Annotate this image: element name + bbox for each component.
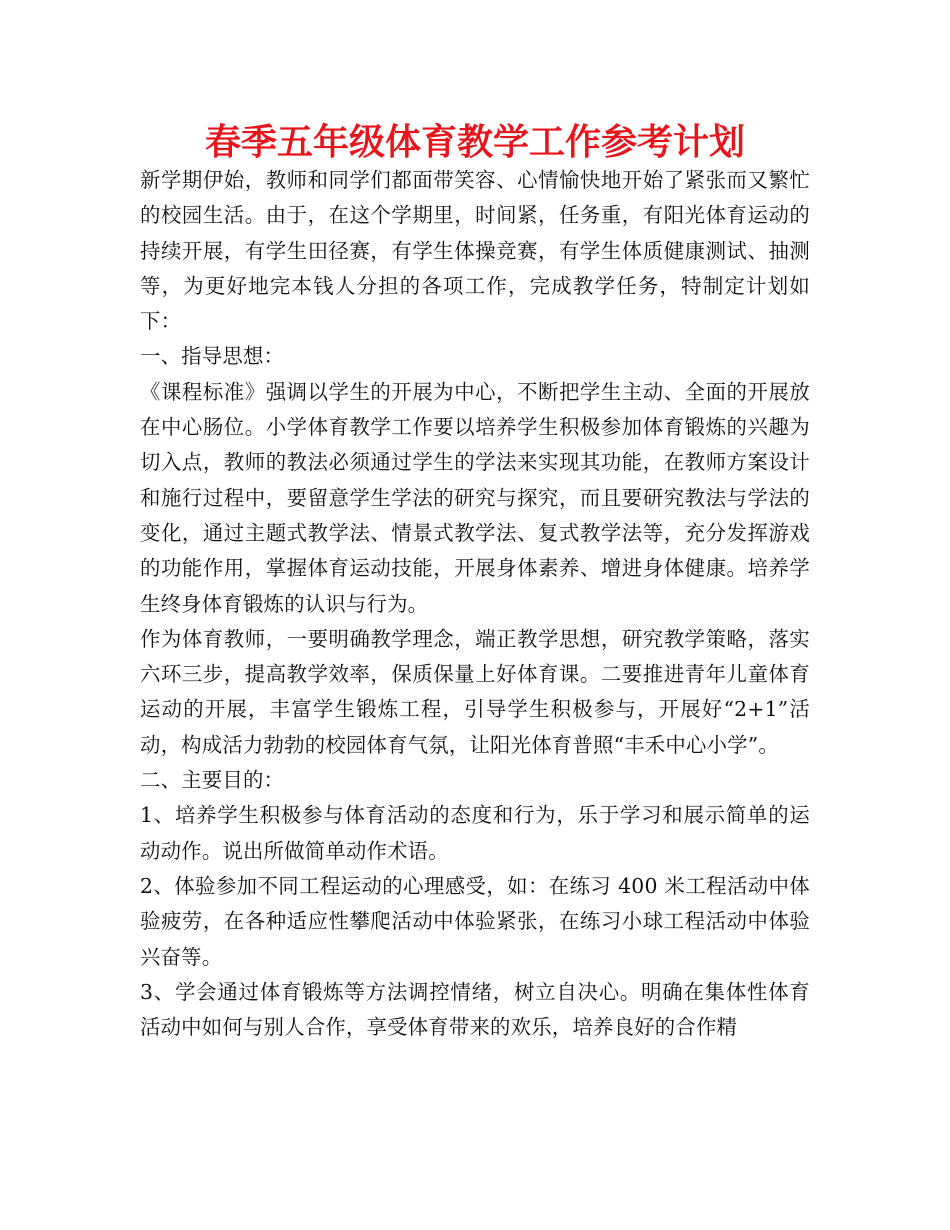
section-heading-guiding-thought: 一、指导思想：	[140, 344, 285, 369]
goal-item-1: 1、培养学生积极参与体育活动的态度和行为，乐于学习和展示简单的运动动作。说出所做简单动作术语。	[140, 803, 810, 863]
goal-item-3: 3、学会通过体育锻炼等方法调控情绪，树立自决心。明确在集体性体育活动中如何与别人合作，享受体育带来的欢乐，培养良好的合作精	[140, 979, 810, 1040]
document-body	[140, 163, 810, 1045]
goal-item-2: 2、体验参加不同工程运动的心理感受，如：在练习 400 米工程活动中体验疲劳，在各种适应性攀爬活动中体验紧张，在练习小球工程活动中体验兴奋等。	[140, 873, 810, 969]
intro-paragraph: 新学期伊始，教师和同学们都面带笑容、心情愉快地开始了紧张而又繁忙的校园生活。由于，在这个学期里，时间紧，任务重，有阳光体育运动的持续开展，有学生田径赛，有学生体操竞赛，有学生体质健康测试、抽测等，为更好地完本钱人分担的各项工作，完成教学任务，特制定计划如下：	[140, 168, 810, 334]
section-heading-main-goals: 二、主要目的：	[140, 768, 285, 793]
document-title: 春季五年级体育教学工作参考计划	[204, 122, 745, 163]
teacher-role-paragraph: 作为体育教师，一要明确教学理念，端正教学思想，研究教学策略，落实六环三步，提高教学效率，保质保量上好体育课。二要推进青年儿童体育运动的开展，丰富学生锻炼工程，引导学生积极参与，开展好“2+1”活动，构成活力勃勃的校园体育气氛，让阳光体育普照“丰禾中心小学”。	[140, 626, 810, 757]
guiding-thought-paragraph: 《课程标准》强调以学生的开展为中心，不断把学生主动、全面的开展放在中心肠位。小学体育教学工作要以培养学生积极参加体育锻炼的兴趣为切入点，教师的教法必须通过学生的学法来实现其功能，在教师方案设计和施行过程中，要留意学生学法的研究与探究，而且要研究教法与学法的变化，通过主题式教学法、情景式教学法、复式教学法等，充分发挥游戏的功能作用，掌握体育运动技能，开展身体素养、增进身体健康。培养学生终身体育锻炼的认识与行为。	[140, 379, 810, 616]
